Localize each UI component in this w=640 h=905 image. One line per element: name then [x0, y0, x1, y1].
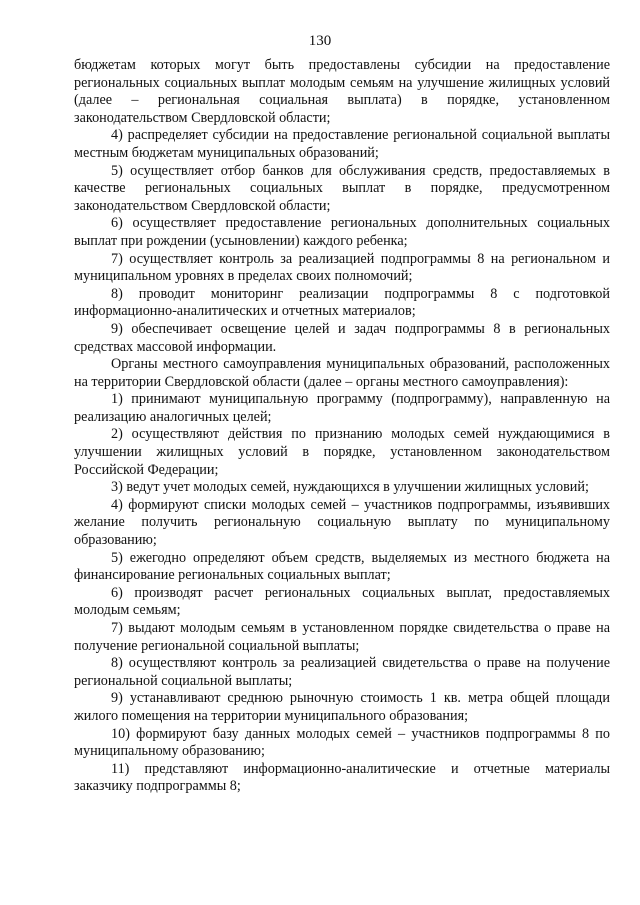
paragraph-local-item-5: 5) ежегодно определяют объем средств, выделяемых из местного бюджета на финансирование региональных социальных выплат;	[74, 549, 610, 584]
paragraph-continuation: бюджетам которых могут быть предоставлены субсидии на предоставление региональных социальных выплат молодым семьям на улучшение жилищных условий (далее – региональная социальная выплата) в порядке, установленном законодательством Свердловской области;	[74, 57, 610, 126]
paragraph-local-item-2: 2) осуществляют действия по признанию молодых семей нуждающимися в улучшении жилищных условий в порядке, установленном законодательством Российской Федерации;	[74, 426, 610, 478]
paragraph-local-item-3: 3) ведут учет молодых семей, нуждающихся в улучшении жилищных условий;	[111, 479, 589, 496]
paragraph-local-item-1: 1) принимают муниципальную программу (подпрограмму), направленную на реализацию аналогичных целей;	[74, 391, 610, 425]
paragraph-local-item-9: 9) устанавливают среднюю рыночную стоимость 1 кв. метра общей площади жилого помещения на территории муниципального образования;	[74, 690, 610, 724]
page-number: 130	[308, 33, 332, 49]
paragraph-item-4-distribute-subsidies: 4) распределяет субсидии на предоставление региональной социальной выплаты местным бюджетам муниципальных образований;	[74, 127, 610, 161]
paragraph-item-8-monitoring: 8) проводит мониторинг реализации подпрограммы 8 с подготовкой информационно-аналитических и отчетных материалов;	[74, 285, 610, 320]
paragraph-item-7-control: 7) осуществляет контроль за реализацией подпрограммы 8 на региональном и муниципальном уровнях в пределах своих полномочий;	[74, 250, 610, 285]
paragraph-local-item-10: 10) формируют базу данных молодых семей – участников подпрограммы 8 по муниципальному образованию;	[74, 725, 610, 760]
paragraph-local-item-4: 4) формируют списки молодых семей – участников подпрограммы, изъявивших желание получить региональную социальную выплату по муниципальному образованию;	[74, 496, 610, 549]
paragraph-item-6-additional-payments: 6) осуществляет предоставление региональных дополнительных социальных выплат при рождении (усыновлении) каждого ребенка;	[74, 215, 610, 249]
paragraph-local-item-11: 11) представляют информационно-аналитические и отчетные материалы заказчику подпрограммы 8;	[74, 760, 610, 795]
paragraph-local-item-7: 7) выдают молодым семьям в установленном порядке свидетельства о праве на получение региональной социальной выплаты;	[74, 620, 610, 654]
paragraph-local-item-6: 6) производят расчет региональных социальных выплат, предоставляемых молодым семьям;	[74, 584, 610, 619]
paragraph-item-9-media-coverage: 9) обеспечивает освещение целей и задач подпрограммы 8 в региональных средствах массовой информации.	[74, 320, 610, 355]
paragraph-local-item-8: 8) осуществляют контроль за реализацией свидетельства о праве на получение региональной социальной выплаты;	[74, 655, 610, 689]
document-body	[74, 57, 610, 796]
paragraph-item-5-bank-selection: 5) осуществляет отбор банков для обслуживания средств, предоставляемых в качестве региональных социальных выплат в порядке, предусмотренном законодательством Свердловской области;	[74, 162, 610, 214]
paragraph-local-authorities-intro: Органы местного самоуправления муниципальных образований, расположенных на территории Свердловской области (далее – органы местного самоуправления):	[74, 356, 610, 390]
